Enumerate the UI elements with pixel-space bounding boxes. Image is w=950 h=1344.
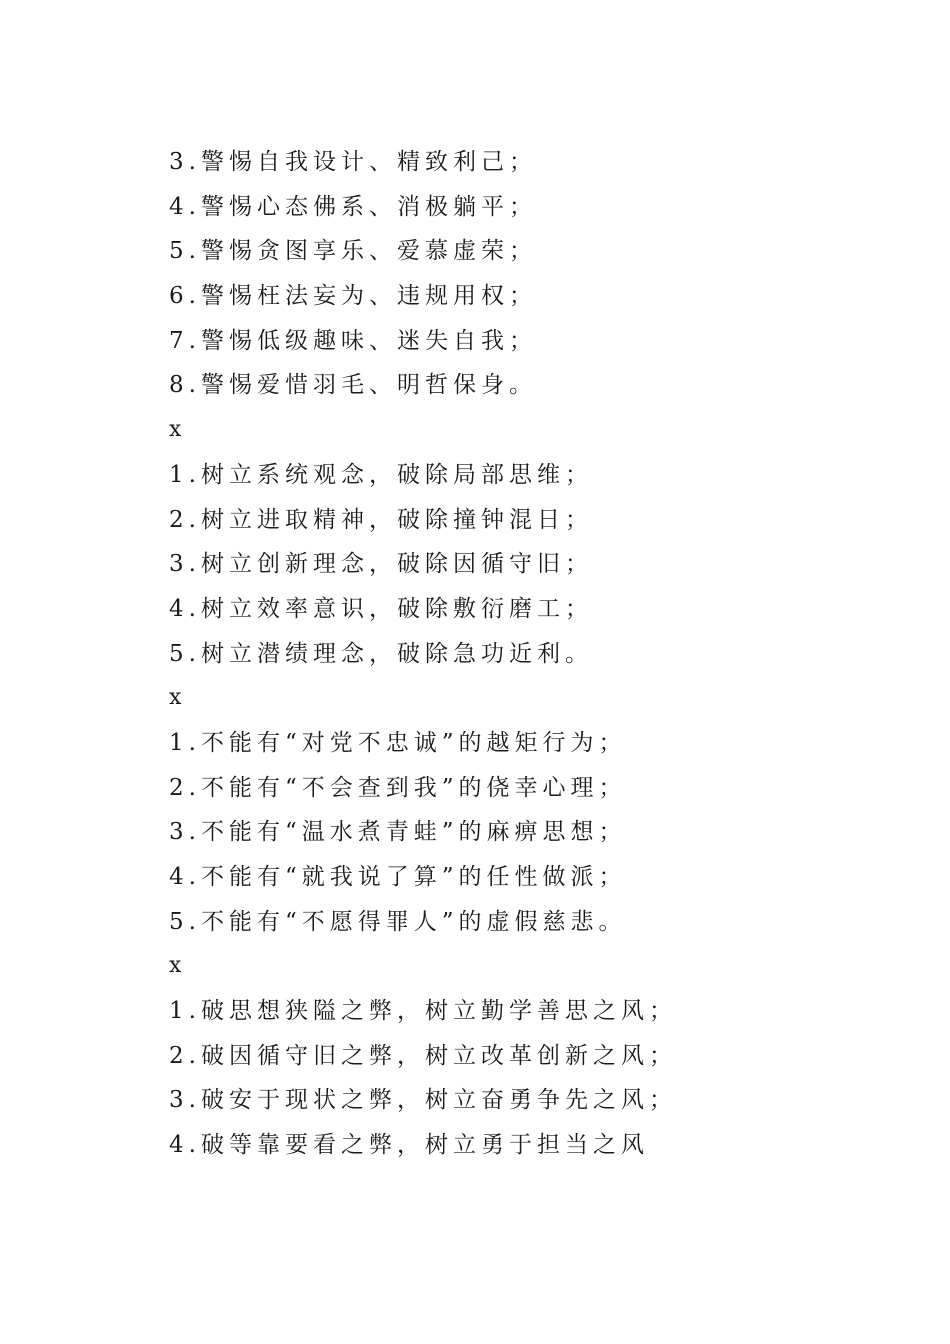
list-item: 3.不能有“温水煮青蛙”的麻痹思想；: [169, 819, 627, 846]
list-item: 1.树立系统观念，破除局部思维；: [169, 461, 593, 488]
list-item: 2.破因循守旧之弊，树立改革创新之风；: [169, 1042, 677, 1069]
section-separator: x: [169, 685, 182, 711]
list-item: 4.破等靠要看之弊，树立勇于担当之风: [169, 1132, 649, 1159]
list-item: 4.树立效率意识，破除敷衍磨工；: [169, 595, 593, 622]
list-item: 3.树立创新理念，破除因循守旧；: [169, 551, 593, 578]
list-item: 5.树立潜绩理念，破除急功近利。: [169, 640, 593, 667]
list-item: 5.不能有“不愿得罪人”的虚假慈悲。: [169, 908, 627, 935]
list-item: 3.警惕自我设计、精致利己；: [169, 149, 537, 175]
list-item: 1.不能有“对党不忠诚”的越矩行为；: [169, 729, 627, 756]
list-item: 3.破安于现状之弊，树立奋勇争先之风；: [169, 1087, 677, 1114]
list-item: 6.警惕枉法妄为、违规用权；: [169, 283, 537, 310]
document-body: [169, 140, 869, 1168]
list-item: 2.不能有“不会查到我”的侥幸心理；: [169, 774, 627, 801]
list-item: 5.警惕贪图享乐、爱慕虚荣；: [169, 238, 537, 265]
section-separator: x: [169, 417, 182, 443]
list-item: 1.破思想狭隘之弊，树立勤学善思之风；: [169, 998, 677, 1025]
list-item: 4.不能有“就我说了算”的任性做派；: [169, 864, 627, 890]
list-item: 4.警惕心态佛系、消极躺平；: [169, 193, 537, 220]
list-item: 2.树立进取精神，破除撞钟混日；: [169, 506, 593, 533]
list-item: 7.警惕低级趣味、迷失自我；: [169, 327, 537, 354]
list-item: 8.警惕爱惜羽毛、明哲保身。: [169, 372, 537, 399]
section-separator: x: [169, 953, 182, 979]
